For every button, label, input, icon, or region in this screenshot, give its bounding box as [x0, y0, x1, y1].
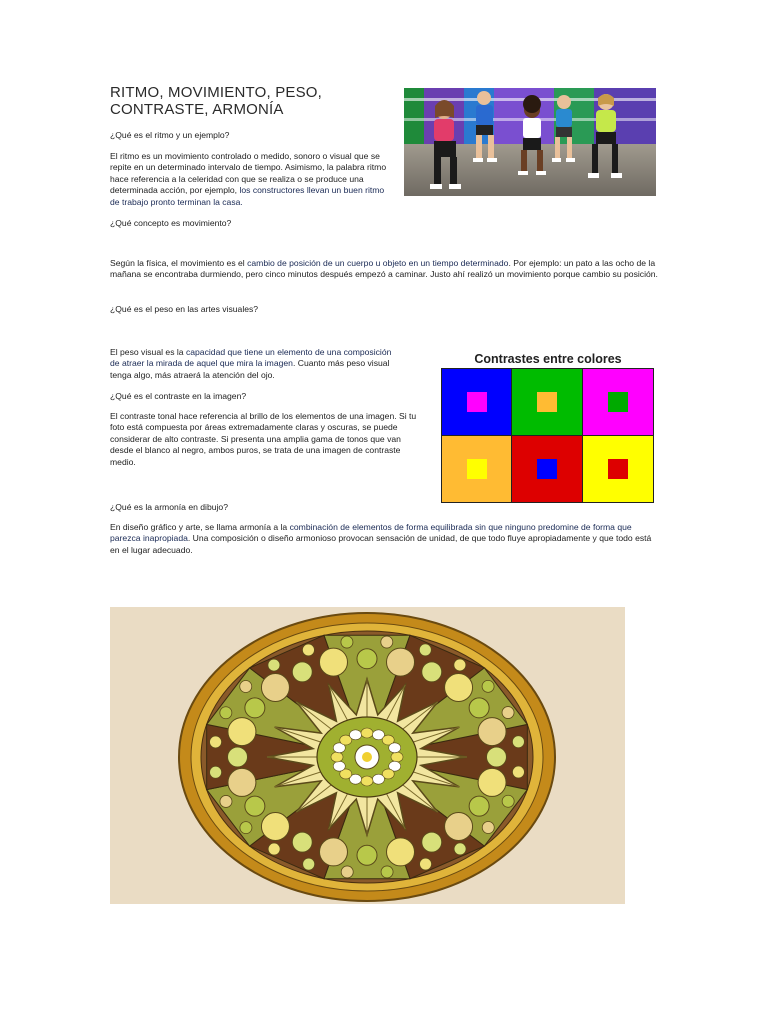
contraste-question: ¿Qué es el contraste en la imagen?: [110, 391, 247, 401]
movimiento-answer: [110, 258, 658, 281]
movimiento-answer-text-2: . Por ejemplo: un pato a las ocho de la mañana se encontraba durmiendo, pero cinco minutos después empezó a caminar. Justo ahí realizó un movimiento porque cambio su posición.: [110, 258, 658, 280]
mandala-image: [110, 607, 625, 904]
contrast-cell: [512, 369, 582, 436]
armonia-answer-highlight: combinación de elementos de forma equilibrada sin que ninguno predomine de forma que parezca inapropiada: [110, 522, 632, 544]
peso-answer: [110, 347, 395, 381]
contrast-color-grid: [441, 368, 654, 503]
ritmo-answer-example: los constructores llevan un buen ritmo de trabajo pronto terminan la casa.: [110, 185, 385, 207]
contrast-figure-title: Contrastes entre colores: [474, 352, 622, 366]
armonia-answer: [110, 522, 658, 556]
peso-answer-text-1: El peso visual es la: [110, 347, 186, 357]
armonia-answer-text-2: . Una composición o diseño armonioso provocan sensación de unidad, de que todo fluye apropiadamente y que todo está en el lugar adecuado.: [110, 533, 652, 555]
contrast-inner-square: [467, 392, 487, 412]
contrast-cell: [583, 369, 653, 436]
ritmo-answer-text: El ritmo es un movimiento controlado o medido, sonoro o visual que se repite en un determinado intervalo de tiempo. Asimismo, la palabra ritmo hace referencia a la celeridad con que se realiza o se produce una determinada acción, por ejemplo,: [110, 151, 387, 196]
armonia-question: ¿Qué es la armonía en dibujo?: [110, 502, 228, 512]
contrast-inner-square: [608, 392, 628, 412]
movimiento-answer-text-1: Según la física, el movimiento es el: [110, 258, 248, 268]
contrast-inner-square: [537, 392, 557, 412]
movimiento-answer-highlight: cambio de posición de un cuerpo u objeto en un tiempo determinado: [247, 258, 509, 268]
armonia-answer-text-1: En diseño gráfico y arte, se llama armonía a la: [110, 522, 290, 532]
contrast-inner-square: [608, 459, 628, 479]
movimiento-question: ¿Qué concepto es movimiento?: [110, 218, 232, 228]
ritmo-answer: [110, 151, 392, 208]
contrast-cell: [583, 436, 653, 503]
contrast-cell: [442, 436, 512, 503]
contrast-colors-figure: [438, 348, 658, 506]
page-title: RITMO, MOVIMIENTO, PESO, CONTRASTE, ARMONÍA: [110, 84, 323, 118]
ritmo-question: ¿Qué es el ritmo y un ejemplo?: [110, 130, 230, 140]
contrast-inner-square: [537, 459, 557, 479]
contrast-cell: [442, 369, 512, 436]
peso-answer-text-2: . Cuanto más peso visual tenga algo, más atraerá la atención del ojo.: [110, 358, 390, 380]
kids-dancing-photo: [404, 88, 656, 196]
contraste-answer: El contraste tonal hace referencia al brillo de los elementos de una imagen. Si tu foto está compuesta por áreas extremadamente claras y oscuras, se puede considerar de alto contraste. Si presenta una amplia gama de tonos que van desde el blanco al negro, ambos puros, se trata de una imagen de contraste medio.: [110, 411, 417, 467]
peso-question: ¿Qué es el peso en las artes visuales?: [110, 304, 259, 314]
contrast-inner-square: [467, 459, 487, 479]
peso-answer-highlight: capacidad que tiene un elemento de una composición de atraer la mirada de aquel que mira la imagen: [110, 347, 392, 369]
contrast-cell: [512, 436, 582, 503]
